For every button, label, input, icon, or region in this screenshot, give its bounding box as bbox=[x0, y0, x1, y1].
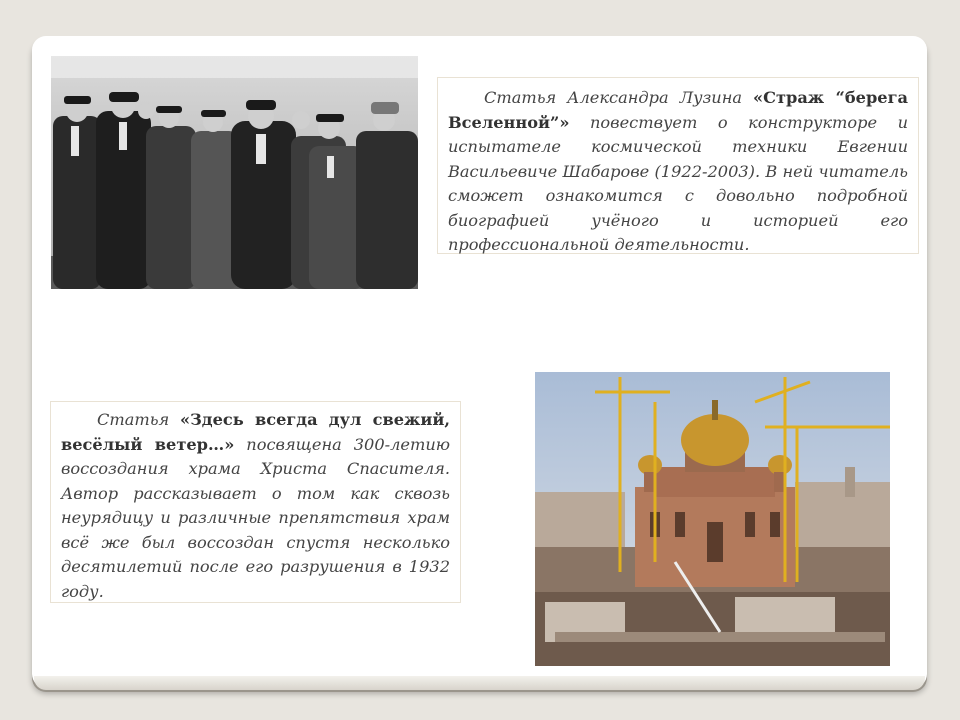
article-cathedral-title: «Здесь всегда дул свежий, весёлый ветер…» bbox=[61, 410, 450, 454]
article-luzin-textbox bbox=[437, 77, 919, 254]
photo-officials bbox=[51, 56, 418, 289]
photo-cathedral-construction bbox=[535, 372, 890, 666]
article-cathedral-body: посвящена 300-летию воссоздания храма Христа Спасителя. Автор рассказывает о том как сквозь неурядицу и различные препятствия храм всё же был воссоздан спустя несколько десятилетий после его разрушения в 1932 году. bbox=[61, 434, 451, 601]
slide-shadow-edge bbox=[34, 676, 925, 690]
article-luzin-body: повествует о конструкторе и испытателе космической техники Евгении Васильевиче Шабарове (1922-2003). В ней читатель сможет ознакомится с довольно подробной биографией учёного и историей его профессиональной деятельности. bbox=[448, 112, 908, 254]
article-luzin-title: «Страж “берега Вселенной”» bbox=[448, 88, 908, 132]
article-cathedral-textbox bbox=[50, 401, 461, 603]
cathedral-photo-illustration bbox=[535, 372, 890, 666]
article-cathedral-intro: Статья bbox=[97, 410, 181, 429]
article-luzin-intro: Статья Александра Лузина bbox=[484, 88, 753, 107]
officials-photo-illustration bbox=[51, 56, 418, 289]
article-luzin-paragraph bbox=[448, 86, 908, 258]
article-cathedral-paragraph bbox=[61, 408, 450, 604]
